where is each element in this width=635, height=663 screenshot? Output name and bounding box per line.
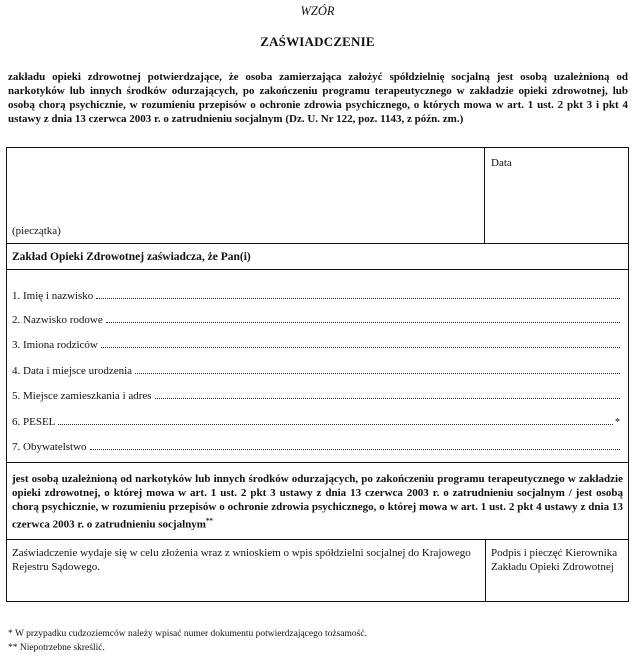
footnote-1: * W przypadku cudzoziemców należy wpisać numer dokumentu potwierdzającego tożsamość. (8, 629, 367, 639)
field-input-line[interactable] (90, 449, 620, 450)
declaration-text: jest osobą uzależnioną od narkotyków lub innych środków odurzających, po zakończeniu programu terapeutycznego w zakładzie opieki zdrowotnej, o której mowa w art. 1 ust. 2 pkt 3 ustawy z dnia 13 czerwca 2003 r. o zatrudnieniu socjalnym / jest osobą chorą psychicznie, w rozumieniu przepisów o ochronie zdrowia psychicznego, o której mowa w art. 1 ust. 2 pkt 4 ustawy z dnia 13 czerwca 2003 r. o zatrudnieniu socjalnym** (12, 473, 623, 531)
field-citizenship[interactable] (12, 437, 620, 453)
field-address[interactable] (12, 386, 620, 402)
field-input-line[interactable] (135, 373, 620, 374)
footnotes (8, 627, 367, 655)
divider (7, 462, 628, 463)
purpose-text: Zaświadczenie wydaje się w celu złożenia wraz z wnioskiem o wpis spółdzielni socjalnej do Krajowego Rejestru Sądowego. (12, 547, 471, 573)
field-input-line[interactable] (58, 424, 613, 425)
stamp-field[interactable] (7, 148, 485, 243)
field-label: 1. Imię i nazwisko (12, 290, 94, 302)
field-label: 7. Obywatelstwo (12, 441, 87, 453)
field-parents-names[interactable] (12, 335, 620, 351)
field-full-name[interactable] (12, 286, 620, 302)
divider (485, 539, 486, 602)
certificate-form (6, 147, 629, 602)
field-input-line[interactable] (101, 347, 620, 348)
field-label: 5. Miejsce zamieszkania i adres (12, 390, 152, 402)
field-label: 4. Data i miejsce urodzenia (12, 365, 133, 377)
intro-paragraph: zakładu opieki zdrowotnej potwierdzające, że osoba zamierzająca założyć spółdzielnię socjalną jest osobą uzależnioną od narkotyków lub innych środków odurzających, po zakończeniu programu terapeutycznego w zakładzie opieki zdrowotnej, lub osobą chorą psychicznie, w rozumieniu przepisów o ochronie zdrowia psychicznego, o których mowa w art. 1 ust. 2 pkt 3 i pkt 4 ustawy z dnia 13 czerwca 2003 r. o zatrudnieniu socjalnym (Dz. U. Nr 122, poz. 1143, z późn. zm.) (8, 71, 628, 125)
template-label: WZÓR (300, 4, 335, 18)
field-input-line[interactable] (106, 322, 620, 323)
signature-field[interactable]: Podpis i pieczęć Kierownika Zakładu Opieki Zdrowotnej (491, 547, 618, 573)
field-maiden-name[interactable] (12, 310, 620, 326)
field-label: 2. Nazwisko rodowe (12, 314, 103, 326)
zaklad-statement: Zakład Opieki Zdrowotnej zaświadcza, że Pan(i) (12, 251, 251, 263)
footnote-mark: ** (205, 517, 213, 525)
date-label: Data (491, 157, 512, 169)
stamp-date-row (7, 148, 628, 244)
footnote-mark: * (615, 417, 620, 428)
field-birth-date-place[interactable] (12, 361, 620, 377)
field-pesel[interactable] (12, 412, 620, 428)
field-input-line[interactable] (96, 298, 620, 299)
divider (7, 269, 628, 270)
footnote-2: ** Niepotrzebne skreślić. (8, 643, 105, 653)
field-label: 3. Imiona rodziców (12, 339, 98, 351)
document-title: ZAŚWIADCZENIE (260, 34, 375, 49)
field-label: 6. PESEL (12, 416, 56, 428)
divider (7, 539, 628, 540)
stamp-label: (pieczątka) (12, 225, 61, 237)
field-input-line[interactable] (155, 398, 620, 399)
